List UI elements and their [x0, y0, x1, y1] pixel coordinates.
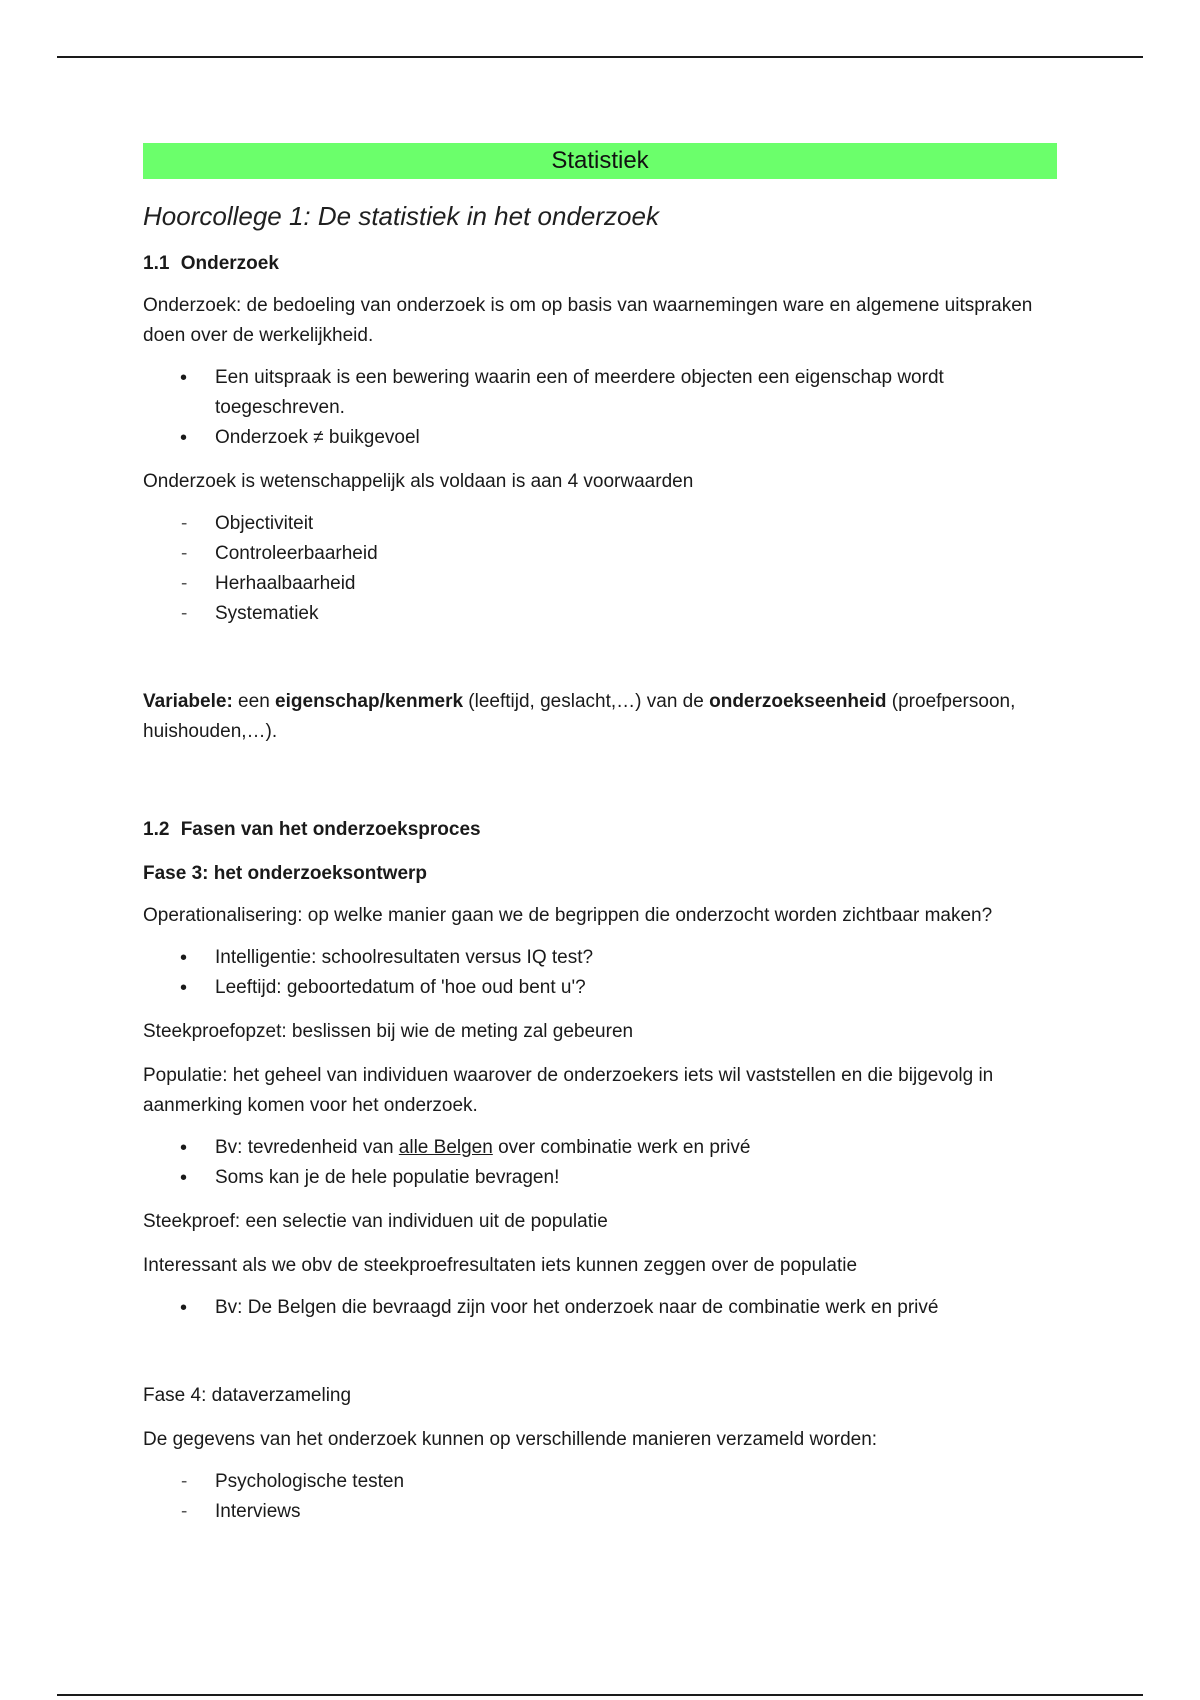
section-number: 1.1 — [143, 253, 170, 274]
text-run: een — [232, 691, 276, 712]
list-item: • Bv: De Belgen die bevraagd zijn voor het onderzoek naar de combinatie werk en privé — [143, 1293, 1057, 1323]
operationalisering: Operationalisering: op welke manier gaan we de begrippen die onderzocht worden zichtbaar maken? — [143, 905, 993, 926]
steekproefopzet: Steekproefopzet: beslissen bij wie de meting zal gebeuren — [143, 1021, 634, 1042]
list-item — [143, 1133, 1057, 1163]
onderzoek-bullets — [143, 363, 1057, 453]
text-run: (proefpersoon, huishouden,…). — [143, 691, 1016, 742]
list-item: • Leeftijd: geboortedatum of 'hoe oud bent u'? — [143, 973, 1057, 1003]
section-heading-1-2 — [143, 817, 1057, 843]
fase3-heading: Fase 3: het onderzoeksontwerp — [143, 863, 428, 884]
section-title: Fasen van het onderzoeksproces — [180, 819, 481, 840]
chapter-heading: Hoorcollege 1: De statistiek in het onderzoek — [143, 201, 659, 231]
fase4-intro: De gegevens van het onderzoek kunnen op verschillende manieren verzameld worden: — [143, 1429, 878, 1450]
term: Variabele: — [143, 691, 233, 712]
fase4-heading: Fase 4: dataverzameling — [143, 1385, 352, 1406]
text-run: (leeftijd, geslacht,…) van de — [463, 691, 710, 712]
list-item: - Objectiviteit — [143, 509, 1057, 539]
list-item: - Interviews — [143, 1497, 1057, 1527]
list-item: • Onderzoek ≠ buikgevoel — [143, 423, 1057, 453]
section-number: 1.2 — [143, 819, 170, 840]
methods-list — [143, 1467, 1057, 1527]
conditions-list — [143, 509, 1057, 629]
section-heading-1-1 — [143, 251, 1057, 277]
interessant-text: Interessant als we obv de steekproefresultaten iets kunnen zeggen over de populatie — [143, 1255, 858, 1276]
operationalisering-bullets — [143, 943, 1057, 1003]
underlined-text: alle Belgen — [398, 1137, 493, 1158]
text-run: Bv: tevredenheid van — [215, 1137, 399, 1158]
term: onderzoekseenheid — [709, 691, 887, 712]
steekproef-definition: Steekproef: een selectie van individuen uit de populatie — [143, 1211, 608, 1232]
list-item: • Soms kan je de hele populatie bevragen! — [143, 1163, 1057, 1193]
list-item: - Psychologische testen — [143, 1467, 1057, 1497]
list-item: - Controleerbaarheid — [143, 539, 1057, 569]
populatie-definition: Populatie: het geheel van individuen waarover de onderzoekers iets wil vaststellen en die bijgevolg in aanmerking komen voor het onderzoek. — [143, 1065, 994, 1116]
list-item: - Systematiek — [143, 599, 1057, 629]
list-item: - Herhaalbaarheid — [143, 569, 1057, 599]
populatie-bullets — [143, 1133, 1057, 1193]
footer-rule — [57, 1694, 1143, 1696]
wetenschappelijk-intro: Onderzoek is wetenschappelijk als voldaan is aan 4 voorwaarden — [143, 471, 694, 492]
list-item: • Een uitspraak is een bewering waarin een of meerdere objecten een eigenschap wordt toegeschreven. — [143, 363, 1057, 423]
header-rule — [57, 56, 1143, 58]
section-title: Onderzoek — [180, 253, 279, 274]
list-item: • Intelligentie: schoolresultaten versus IQ test? — [143, 943, 1057, 973]
document-title: Statistiek — [143, 143, 1057, 179]
term: eigenschap/kenmerk — [275, 691, 464, 712]
interessant-bullets — [143, 1293, 1057, 1323]
onderzoek-definition: Onderzoek: de bedoeling van onderzoek is om op basis van waarnemingen ware en algemene uitspraken doen over de werkelijkheid. — [143, 295, 1033, 346]
document-body — [143, 143, 1057, 1527]
text-run: over combinatie werk en privé — [492, 1137, 751, 1158]
variabele-definition — [143, 687, 1057, 747]
